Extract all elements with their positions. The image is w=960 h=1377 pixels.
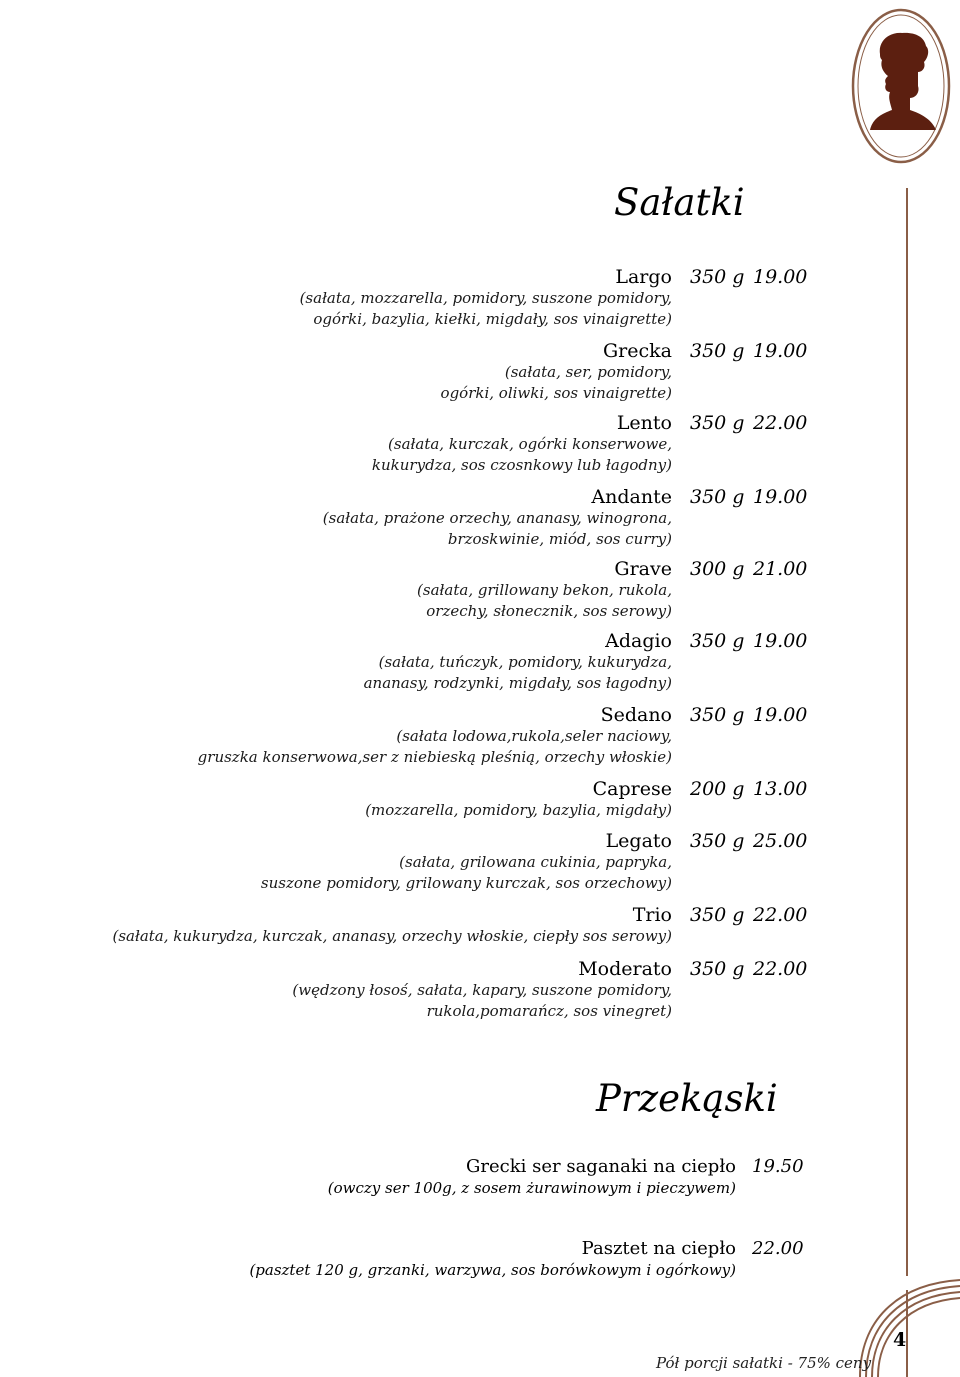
item-weight: 350 g (690, 704, 745, 726)
item-price: 22.00 (753, 958, 808, 980)
item-description (365, 800, 672, 821)
item-description-line: (sałata, ser, pomidory, (504, 363, 672, 381)
item-description-line: (mozzarella, pomidory, bazylia, migdały) (365, 801, 672, 819)
item-description-line: (sałata, grillowany bekon, rukola, (417, 581, 672, 599)
cameo-silhouette-icon (850, 6, 952, 166)
item-name: Trio (632, 904, 672, 926)
item-description (261, 852, 672, 894)
item-description (323, 508, 672, 550)
item-description-line: suszone pomidory, grilowany kurczak, sos orzechowy) (260, 874, 672, 892)
item-description-line: brzoskwinie, miód, sos curry) (447, 530, 672, 548)
item-name: Lento (616, 412, 672, 434)
section-title-salads: Sałatki (614, 181, 745, 224)
item-description (441, 362, 672, 404)
item-description-line: (sałata, kurczak, ogórki konserwowe, (388, 435, 672, 453)
item-price: 21.00 (753, 558, 808, 580)
item-weight: 350 g (690, 340, 745, 362)
item-weight: 350 g (690, 266, 745, 288)
item-price: 19.00 (753, 486, 808, 508)
item-description (372, 434, 672, 476)
snack-name: Grecki ser saganaki na ciepło (466, 1156, 736, 1177)
item-weight: 350 g (690, 486, 745, 508)
item-weight: 300 g (690, 558, 745, 580)
item-description-line: (sałata, tuńczyk, pomidory, kukurydza, (378, 653, 672, 671)
item-description-line: (sałata lodowa,rukola,seler naciowy, (396, 727, 672, 745)
item-description-line: ogórki, oliwki, sos vinaigrette) (440, 384, 672, 402)
item-price: 19.00 (753, 340, 808, 362)
item-weight: 350 g (690, 958, 745, 980)
item-description (417, 580, 672, 622)
item-description-line: ogórki, bazylia, kiełki, migdały, sos vinaigrette) (313, 310, 672, 328)
item-description-line: orzechy, słonecznik, sos serowy) (426, 602, 672, 620)
item-description-line: rukola,pomarańcz, sos vinegret) (426, 1002, 672, 1020)
item-price: 22.00 (753, 904, 808, 926)
item-name: Andante (591, 486, 672, 508)
item-description-line: (sałata, kukurydza, kurczak, ananasy, orzechy włoskie, ciepły sos serowy) (112, 927, 672, 945)
snack-description: (pasztet 120 g, grzanki, warzywa, sos borówkowym i ogórkowy) (249, 1261, 736, 1279)
item-price: 25.00 (753, 830, 808, 852)
item-name: Moderato (578, 958, 672, 980)
item-price: 22.00 (753, 412, 808, 434)
item-description-line: (wędzony łosoś, sałata, kapary, suszone pomidory, (292, 981, 672, 999)
item-name: Grecka (603, 340, 672, 362)
item-weight: 350 g (690, 630, 745, 652)
item-weight: 350 g (690, 904, 745, 926)
item-description (292, 980, 672, 1022)
item-description (300, 288, 672, 330)
page-number: 4 (893, 1329, 907, 1351)
snack-name: Pasztet na ciepło (581, 1238, 736, 1259)
half-portion-note: Pół porcji sałatki - 75% ceny (656, 1354, 872, 1372)
item-description (364, 652, 672, 694)
corner-ornament-icon (856, 1262, 960, 1377)
item-description-line: (sałata, mozzarella, pomidory, suszone pomidory, (299, 289, 672, 307)
item-price: 19.00 (753, 266, 808, 288)
snack-price: 19.50 (752, 1156, 804, 1177)
item-price: 19.00 (753, 630, 808, 652)
item-name: Sedano (600, 704, 672, 726)
item-weight: 350 g (690, 830, 745, 852)
item-description-line: kukurydza, sos czosnkowy lub łagodny) (371, 456, 672, 474)
item-description-line: ananasy, rodzynki, migdały, sos łagodny) (363, 674, 672, 692)
item-price: 19.00 (753, 704, 808, 726)
item-name: Largo (615, 266, 672, 288)
section-title-snacks: Przekąski (596, 1077, 778, 1120)
item-description (198, 726, 672, 768)
snack-description: (owczy ser 100g, z sosem żurawinowym i pieczywem) (327, 1179, 736, 1197)
item-description-line: (sałata, prażone orzechy, ananasy, winogrona, (322, 509, 672, 527)
item-description-line: gruszka konserwowa,ser z niebieską pleśnią, orzechy włoskie) (197, 748, 672, 766)
item-weight: 200 g (690, 778, 745, 800)
item-weight: 350 g (690, 412, 745, 434)
item-price: 13.00 (753, 778, 808, 800)
frame-line-right (906, 188, 908, 1276)
item-description (112, 926, 672, 947)
item-name: Caprese (592, 778, 672, 800)
item-name: Adagio (605, 630, 672, 652)
item-description-line: (sałata, grilowana cukinia, papryka, (399, 853, 672, 871)
item-name: Grave (614, 558, 672, 580)
item-name: Legato (605, 830, 672, 852)
snack-price: 22.00 (752, 1238, 804, 1259)
